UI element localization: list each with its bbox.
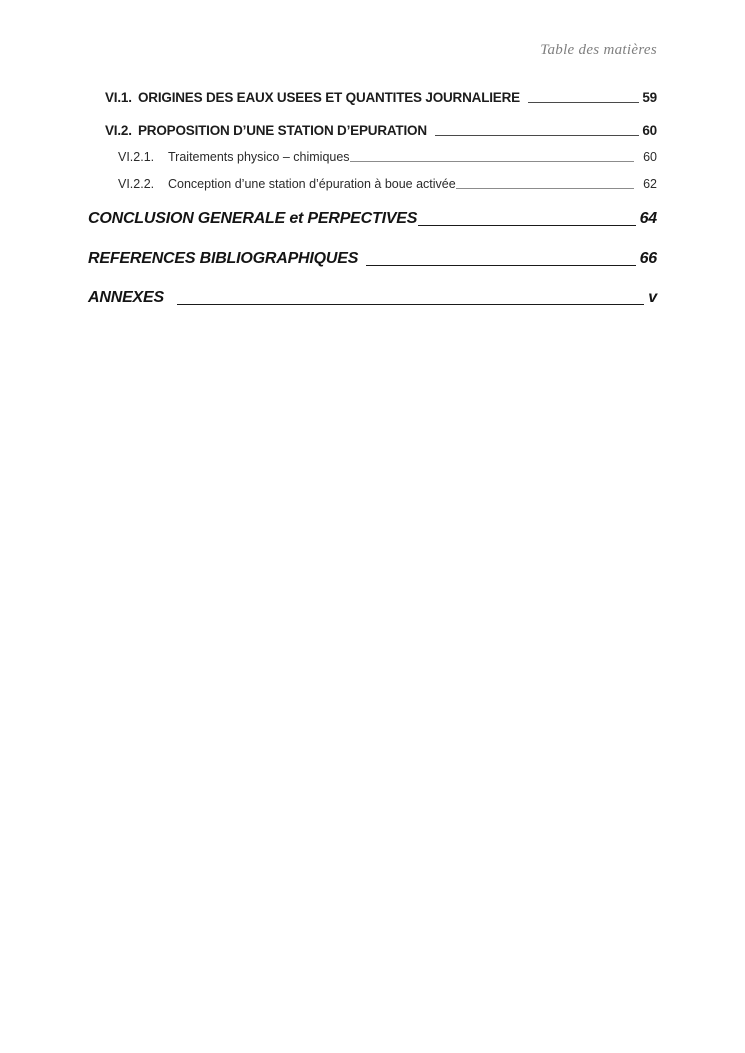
toc-list [88,89,657,308]
toc-entry-title: REFERENCES BIBLIOGRAPHIQUES [88,250,359,267]
toc-leader-line [350,149,635,162]
toc-entry-vi-1 [88,89,657,106]
toc-leader-line [435,122,640,136]
toc-entry-page-number: 64 [639,210,657,227]
toc-entry-page-number: v [648,289,657,306]
toc-entry-vi-2 [88,122,657,139]
toc-entry-title: CONCLUSION GENERALE et PERPECTIVES [88,210,418,227]
toc-entry-page-number: 60 [643,150,657,164]
toc-leader-line [528,89,639,103]
toc-leader-line [177,287,644,305]
toc-entry-vi-2-2 [88,176,657,192]
toc-entry-page-number: 60 [642,123,657,138]
toc-entry-page-number: 62 [643,177,657,191]
toc-entry-number: VI.2. [105,123,132,138]
toc-entry-page-number: 59 [642,90,657,105]
toc-entry-title: PROPOSITION D’UNE STATION D’EPURATION [138,123,427,138]
toc-entry-number: VI.1. [105,90,132,105]
toc-entry-references [88,248,657,269]
toc-entry-title: ORIGINES DES EAUX USEES ET QUANTITES JOURNALIERE [138,90,520,105]
toc-entry-annexes [88,287,657,308]
running-header-title: Table des matières [540,42,657,58]
toc-entry-vi-2-1 [88,149,657,165]
toc-leader-line [456,176,634,189]
toc-entry-number: VI.2.1. [118,150,155,164]
toc-entry-page-number: 66 [639,250,657,267]
toc-entry-title: ANNEXES [88,289,164,306]
toc-entry-conclusion [88,208,657,229]
toc-entry-title: Conception d’une station d’épuration à boue activée [168,177,456,191]
toc-leader-line [418,208,635,226]
toc-leader-line [366,248,635,266]
toc-entry-number: VI.2.2. [118,177,155,191]
toc-entry-title: Traitements physico – chimiques [168,150,350,164]
